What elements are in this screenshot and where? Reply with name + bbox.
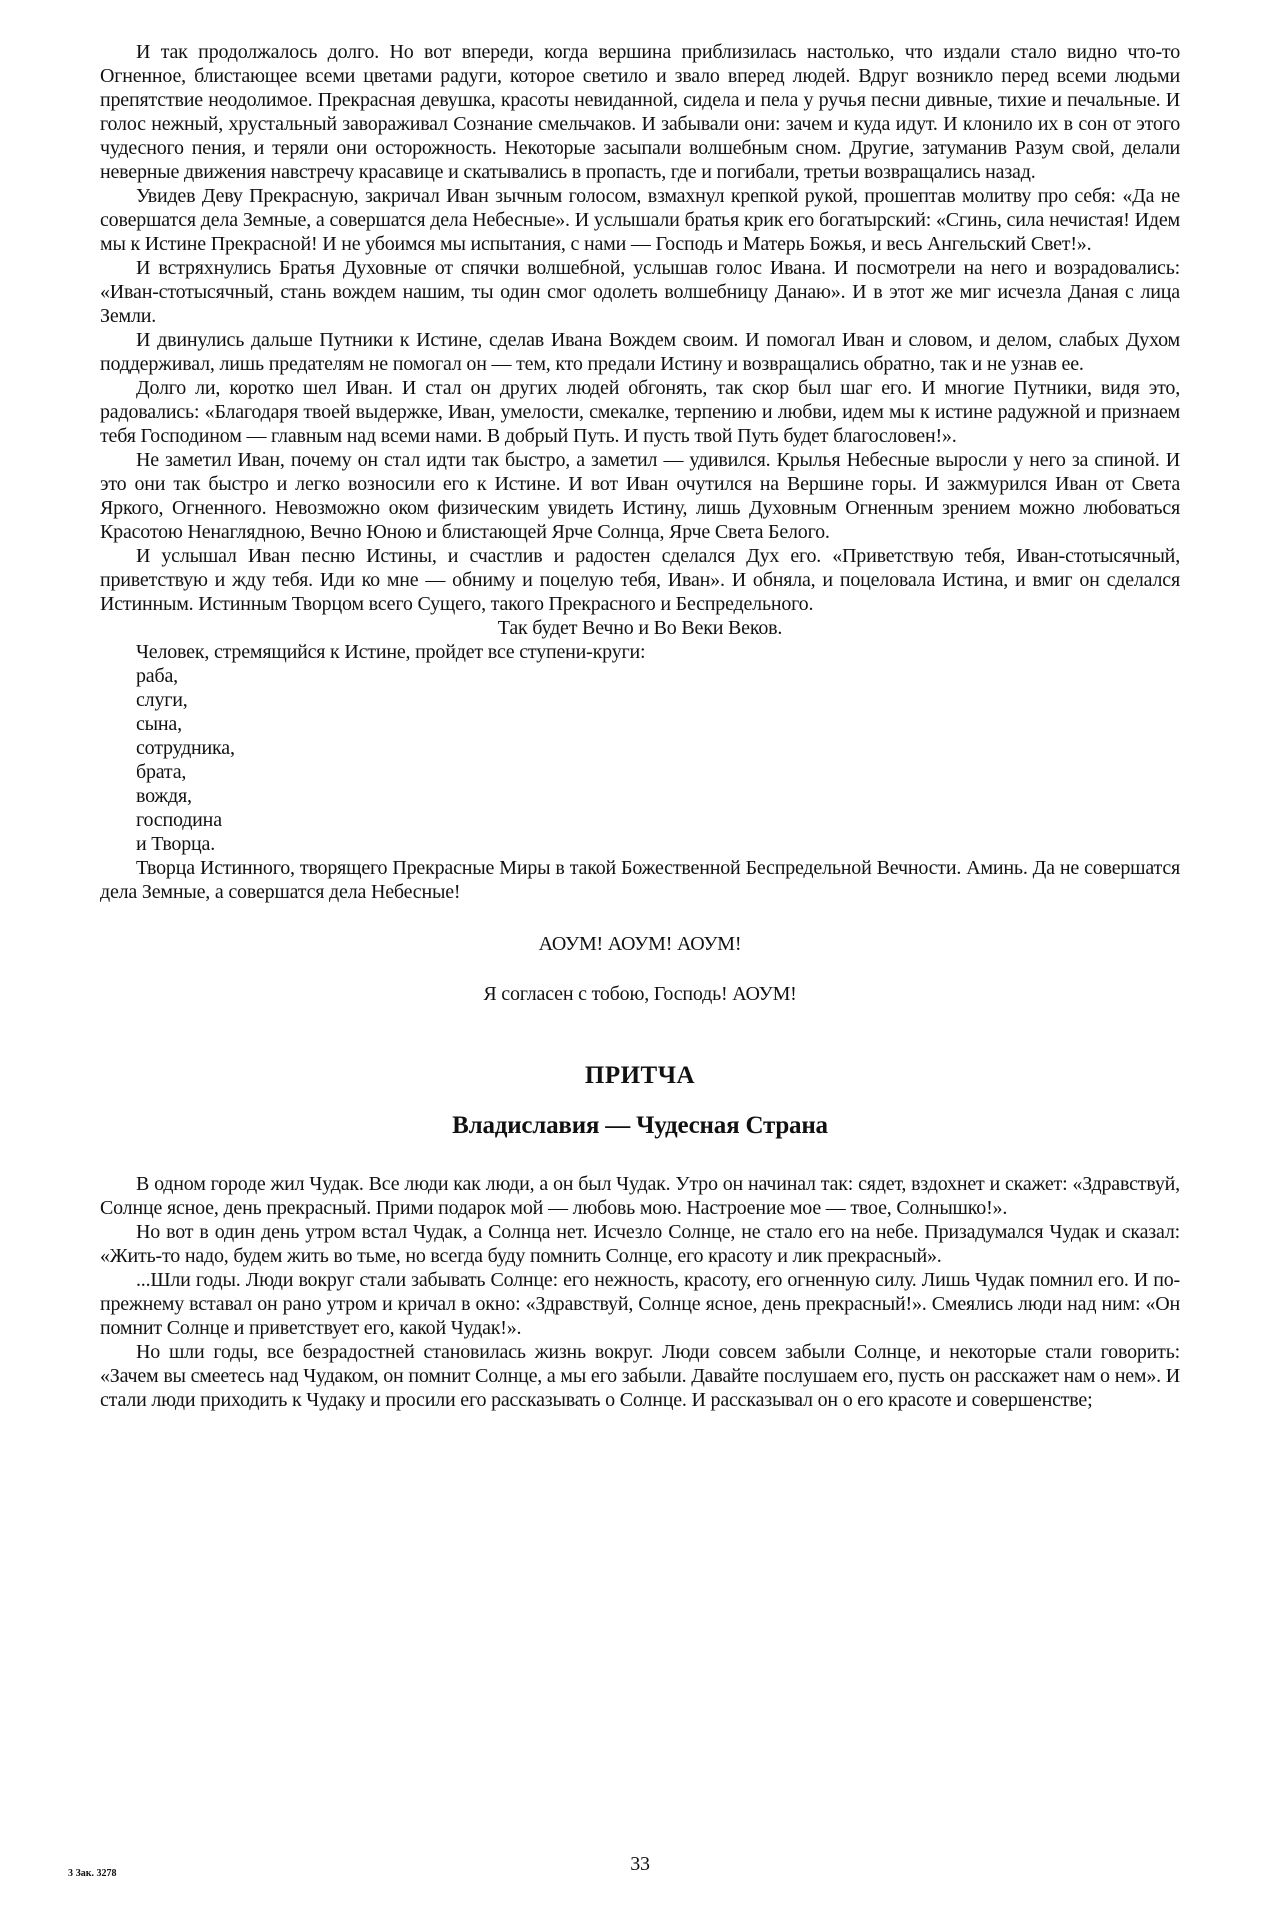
paragraph: И встряхнулись Братья Духовные от спячки волшебной, услышав голос Ивана. И посмотрели на него и возрадовались: «Иван-стотысячный, стань вождем нашим, ты один смог одолеть волшебницу Данаю». И в этот же миг исчезла Даная с лица Земли. [100, 257, 1180, 327]
affirmation-line: Я согласен с тобою, Господь! АОУМ! [483, 983, 797, 1005]
steps-intro: Человек, стремящийся к Истине, пройдет все ступени-круги: [136, 641, 646, 663]
section-subheading: Владиславия — Чудесная Страна [452, 1112, 828, 1139]
paragraph: Увидев Деву Прекрасную, закричал Иван зычным голосом, взмахнул крепкой рукой, прошептав молитву про себя: «Да не совершатся дела Земные, а совершатся дела Небесные». И услышали братья крик его богатырский: «Сгинь, сила нечистая! Идем мы к Истине Прекрасной! И не убоимся мы испытания, с нами — Господь и Матерь Божья, и весь Ангельский Свет!». [100, 185, 1180, 255]
list-item: господина [136, 809, 222, 831]
centered-verse: Так будет Вечно и Во Веки Веков. [497, 617, 783, 639]
list-item: сына, [136, 713, 182, 735]
steps-list [100, 664, 1180, 856]
paragraph: ...Шли годы. Люди вокруг стали забывать Солнце: его нежность, красоту, его огненную силу. Лишь Чудак помнил его. И по-прежнему вставал он рано утром и кричал в окно: «Здравствуй, Солнце ясное, день прекрасный!». Смеялись люди над ним: «Он помнит Солнце и приветствует его, какой Чудак!». [100, 1269, 1180, 1339]
list-item: сотрудника, [136, 737, 235, 759]
list-item: раба, [136, 665, 178, 687]
body-text-top [100, 40, 1180, 616]
closing-paragraph: Творца Истинного, творящего Прекрасные Миры в такой Божественной Беспредельной Вечности. Аминь. Да не совершатся дела Земные, а совершатся дела Небесные! [100, 857, 1180, 903]
list-item: и Творца. [136, 833, 216, 855]
list-item: слуги, [136, 689, 188, 711]
print-signature-mark: 3 Зак. 3278 [68, 1868, 117, 1879]
paragraph: И двинулись дальше Путники к Истине, сделав Ивана Вождем своим. И помогал Иван и словом, и делом, слабых Духом поддерживал, лишь предателям не помогал он — тем, кто предали Истину и возвращались обратно, так и не узнав ее. [100, 329, 1180, 375]
paragraph: Не заметил Иван, почему он стал идти так быстро, а заметил — удивился. Крылья Небесные выросли у него за спиной. И это они так быстро и легко возносили его к Истине. И вот Иван очутился на Вершине горы. И зажмурился Иван от Света Яркого, Огненного. Невозможно оком физическим увидеть Истину, лишь Духовным Огненным зрением можно любоваться Красотою Ненаглядною, Вечно Юною и блистающей Ярче Солнца, Ярче Света Белого. [100, 449, 1180, 543]
paragraph: Но шли годы, все безрадостней становилась жизнь вокруг. Люди совсем забыли Солнце, и некоторые стали говорить: «Зачем вы смеетесь над Чудаком, он помнит Солнце, а мы его забыли. Давайте послушаем его, пусть он расскажет нам о нем». И стали люди приходить к Чудаку и просили его рассказывать о Солнце. И рассказывал он о его красоте и совершенстве; [100, 1341, 1180, 1411]
paragraph: Но вот в один день утром встал Чудак, а Солнца нет. Исчезло Солнце, не стало его на небе. Призадумался Чудак и сказал: «Жить-то надо, будем жить во тьме, но всегда буду помнить Солнце, его красоту и лик прекрасный». [100, 1221, 1180, 1267]
section-heading: ПРИТЧА [584, 1062, 696, 1089]
page-number: 33 [630, 1853, 650, 1875]
body-text-bottom [100, 1172, 1180, 1412]
paragraph: И так продолжалось долго. Но вот впереди, когда вершина приблизилась настолько, что издали стало видно что-то Огненное, блистающее всеми цветами радуги, которое светило и звало вперед людей. Вдруг возникло перед всеми людьми препятствие неодолимое. Прекрасная девушка, красоты невиданной, сидела и пела у ручья песни дивные, тихие и печальные. И голос нежный, хрустальный завораживал Сознание смельчаков. И забывали они: зачем и куда идут. И клонило их в сон от этого чудесного пения, и теряли они осторожность. Некоторые засыпали волшебным сном. Другие, затуманив Разум свой, делали неверные движения навстречу красавице и скатывались в пропасть, где и погибали, третьи возвращались назад. [100, 41, 1180, 183]
list-item: брата, [136, 761, 187, 783]
paragraph: Долго ли, коротко шел Иван. И стал он других людей обгонять, так скор был шаг его. И многие Путники, видя это, радовались: «Благодаря твоей выдержке, Иван, умелости, смекалке, терпению и любви, идем мы к истине радужной и признаем тебя Господином — главным над всеми нами. В добрый Путь. И пусть твой Путь будет благословен!». [100, 377, 1180, 447]
paragraph: И услышал Иван песню Истины, и счастлив и радостен сделался Дух его. «Приветствую тебя, Иван-стотысячный, приветствую и жду тебя. Иди ко мне — обниму и поцелую тебя, Иван». И обняла, и поцеловала Истина, и вмиг он сделался Истинным. Истинным Творцом всего Сущего, такого Прекрасного и Беспредельного. [100, 545, 1180, 615]
chant-line: АОУМ! АОУМ! АОУМ! [538, 933, 742, 955]
list-item: вождя, [136, 785, 192, 807]
paragraph: В одном городе жил Чудак. Все люди как люди, а он был Чудак. Утро он начинал так: сядет, вздохнет и скажет: «Здравствуй, Солнце ясное, день прекрасный. Прими подарок мой — любовь мою. Настроение мое — твое, Солнышко!». [100, 1173, 1180, 1219]
